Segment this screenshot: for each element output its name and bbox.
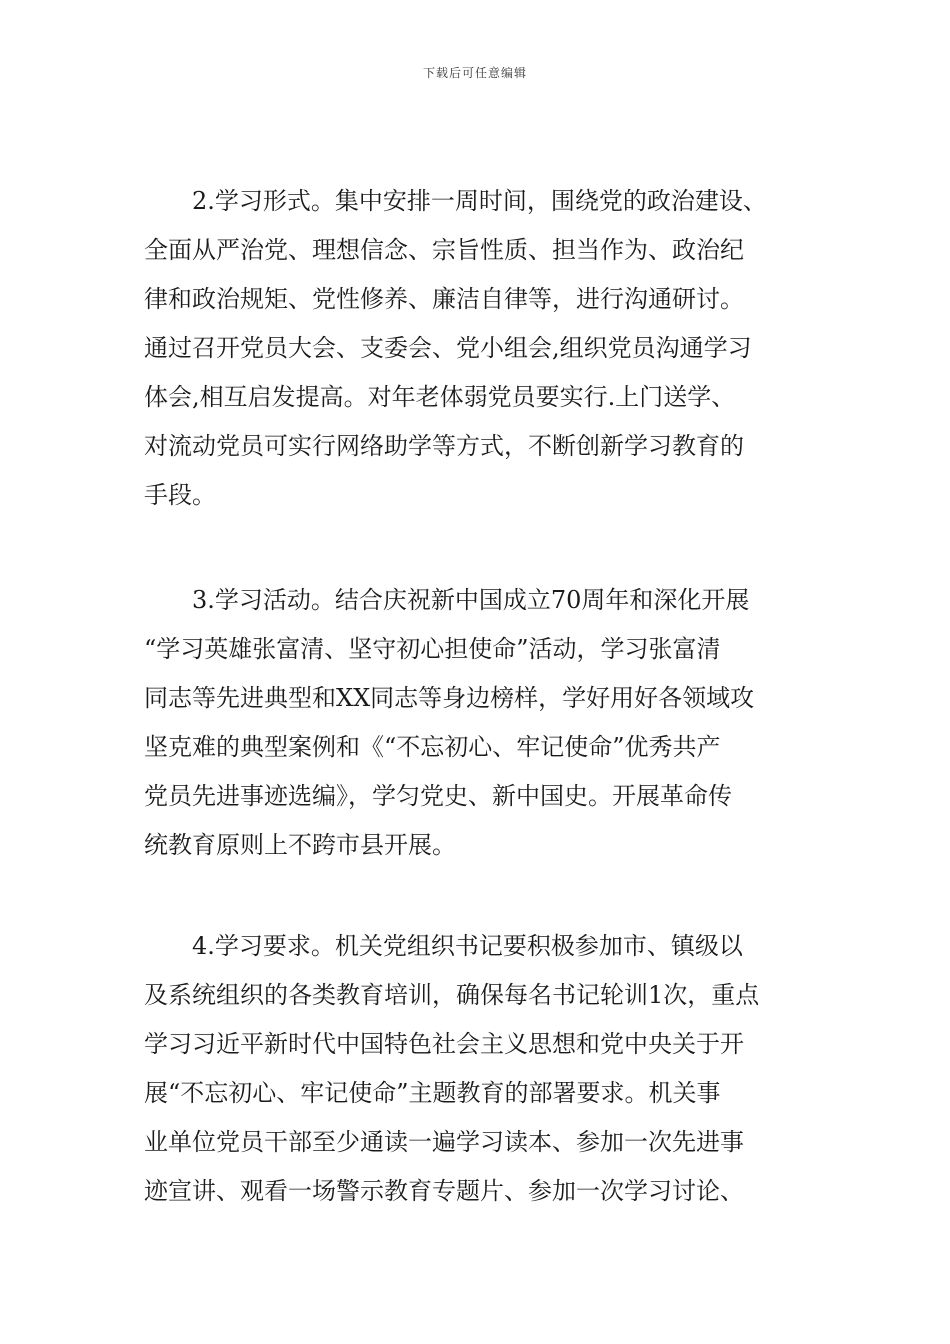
paragraph-line: 对流动党员可实行网络助学等方式，不断创新学习教育的 bbox=[144, 432, 744, 460]
paragraph-study-requirements bbox=[144, 922, 824, 1216]
paragraph-line: 迹宣讲、观看一场警示教育专题片、参加一次学习讨论、 bbox=[144, 1177, 744, 1205]
paragraph-line: 手段。 bbox=[144, 481, 216, 509]
paragraph-line: 及系统组织的各类教育培训，确保每名书记轮训1次，重点 bbox=[144, 981, 760, 1009]
paragraph-line: “学习英雄张富清、坚守初心担使命”活动，学习张富清 bbox=[144, 635, 721, 663]
paragraph-line: 学习习近平新时代中国特色社会主义思想和党中央关于开 bbox=[144, 1030, 744, 1058]
paragraph-line: 通过召开党员大会、支委会、党小组会,组织党员沟通学习 bbox=[144, 334, 752, 362]
paragraph-line: 同志等先进典型和XX同志等身边榜样，学好用好各领域攻 bbox=[144, 684, 755, 712]
paragraph-line: 3.学习活动。结合庆祝新中国成立70周年和深化开展 bbox=[192, 586, 750, 614]
paragraph-line: 体会,相互启发提高。对年老体弱党员要实行.上门送学、 bbox=[144, 383, 736, 411]
paragraph-line: 坚克难的典型案例和《“不忘初心、牢记使命”优秀共产 bbox=[144, 733, 721, 761]
paragraph-study-activities bbox=[144, 576, 824, 870]
paragraph-study-form bbox=[144, 177, 824, 520]
header-note: 下载后可任意编辑 bbox=[422, 66, 527, 80]
paragraph-line: 2.学习形式。集中安排一周时间，围绕党的政治建设、 bbox=[192, 187, 767, 215]
paragraph-line: 4.学习要求。机关党组织书记要积极参加市、镇级以 bbox=[192, 932, 743, 960]
paragraph-line: 党员先进事迹选编》，学匀党史、新中国史。开展革命传 bbox=[144, 782, 732, 810]
paragraph-line: 律和政治规矩、党性修养、廉洁自律等，进行沟通研讨。 bbox=[144, 285, 744, 313]
paragraph-line: 统教育原则上不跨市县开展。 bbox=[144, 831, 456, 859]
paragraph-line: 展“不忘初心、牢记使命”主题教育的部署要求。机关事 bbox=[144, 1079, 721, 1107]
paragraph-line: 全面从严治党、理想信念、宗旨性质、担当作为、政治纪 bbox=[144, 236, 744, 264]
paragraph-line: 业单位党员干部至少通读一遍学习读本、参加一次先进事 bbox=[144, 1128, 744, 1156]
